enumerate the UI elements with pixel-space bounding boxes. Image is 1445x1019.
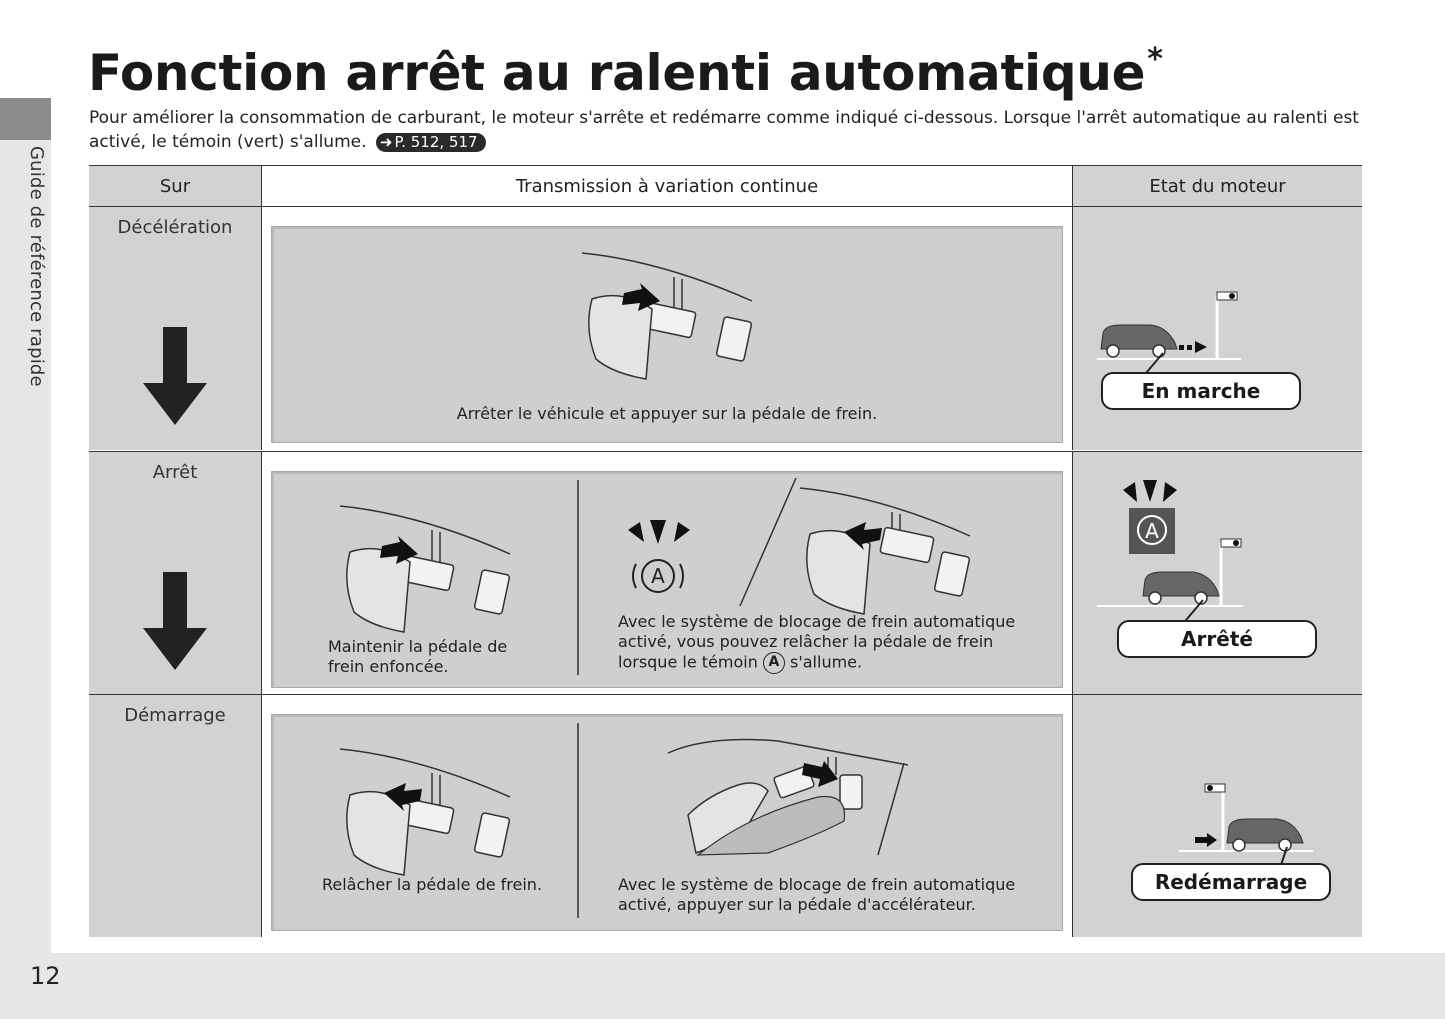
cell-transmission — [261, 452, 1073, 694]
page-title: Fonction arrêt au ralenti automatique* — [88, 42, 1163, 102]
engine-state-badge: Redémarrage — [1131, 863, 1331, 901]
engine-state-badge: Arrêté — [1117, 620, 1317, 658]
row-label: Démarrage — [124, 705, 226, 726]
cell-etat — [1073, 695, 1362, 937]
cell-sur — [89, 207, 261, 450]
cell-etat — [1073, 452, 1362, 694]
row-label: Décélération — [117, 217, 233, 238]
brake-pedal-icon — [582, 249, 782, 379]
panel-separator-line — [738, 478, 798, 608]
side-section-label: Guide de référence rapide — [26, 146, 47, 387]
caption: Arrêter le véhicule et appuyer sur la pédale de frein. — [456, 404, 878, 423]
page-reference-link[interactable]: ➜ P. 512, 517 — [376, 133, 486, 152]
header-transmission: Transmission à variation continue — [261, 166, 1073, 207]
section-tab — [0, 98, 51, 140]
cell-etat — [1073, 207, 1362, 450]
cell-transmission — [261, 207, 1073, 450]
illustration-panel — [271, 226, 1063, 443]
car-stopped-icon — [1093, 480, 1353, 630]
idle-stop-table — [89, 165, 1362, 937]
cell-sur — [89, 452, 261, 694]
footer-band — [0, 953, 1445, 1019]
panel-divider — [577, 723, 579, 918]
caption: Avec le système de blocage de frein automatique activé, vous pouvez relâcher la pédale de frein lorsque le témoin A s'allume. — [618, 612, 1038, 674]
title-footnote-mark: * — [1147, 42, 1163, 77]
intro-paragraph: Pour améliorer la consommation de carburant, le moteur s'arrête et redémarre comme indiqué ci-dessous. Lorsque l'arrêt automatique au ralenti est activé, le témoin (vert) s'allume. ➜ P. 512, 517 — [89, 108, 1359, 152]
brake-pedal-released-icon — [800, 484, 1000, 614]
svg-text:A: A — [651, 564, 665, 588]
caption: Avec le système de blocage de frein automatique activé, appuyer sur la pédale d'accélérateur. — [618, 875, 1016, 914]
header-etat: Etat du moteur — [1073, 166, 1362, 207]
row-label: Arrêt — [152, 462, 198, 483]
svg-text:A: A — [1145, 519, 1159, 543]
accelerator-pedal-icon — [668, 735, 928, 865]
brake-pedal-icon — [340, 745, 540, 875]
down-arrow-icon — [143, 572, 207, 672]
table-row-demarrage — [89, 694, 1362, 937]
auto-brake-indicator-icon: A — [763, 652, 785, 674]
brake-pedal-icon — [340, 502, 540, 632]
illustration-panel — [271, 471, 1063, 688]
table-row-deceleration — [89, 207, 1362, 450]
caption: Relâcher la pédale de frein. — [321, 875, 543, 894]
illustration-panel — [271, 714, 1063, 931]
cell-transmission — [261, 695, 1073, 937]
down-arrow-icon — [143, 327, 207, 427]
cell-sur — [89, 695, 261, 937]
auto-brake-hold-icon — [622, 520, 712, 590]
page-number: 12 — [30, 962, 61, 990]
arrow-right-icon: ➜ — [379, 132, 393, 151]
header-sur: Sur — [89, 166, 261, 207]
panel-divider — [577, 480, 579, 675]
table-row-arret — [89, 451, 1362, 694]
engine-state-badge: En marche — [1101, 372, 1301, 410]
caption: Maintenir la pédale de frein enfoncée. — [328, 637, 508, 676]
